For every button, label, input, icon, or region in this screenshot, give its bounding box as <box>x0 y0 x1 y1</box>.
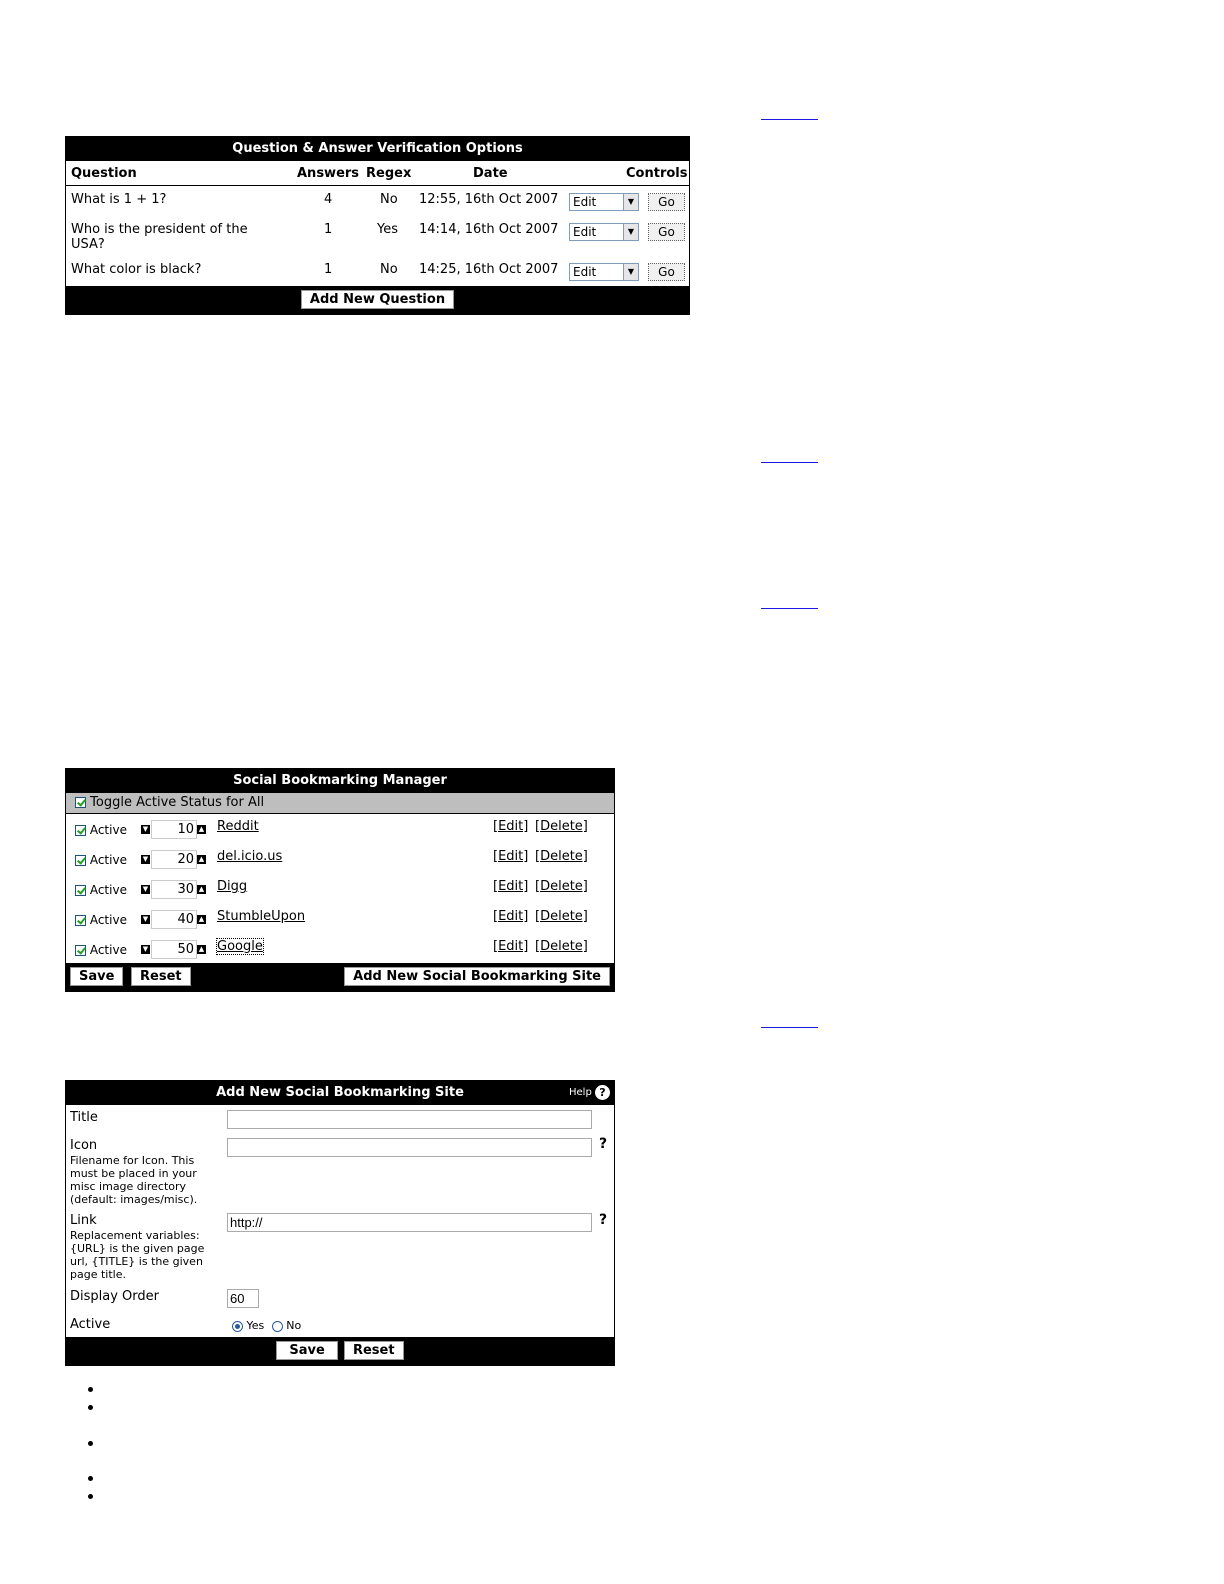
social-bookmarking-panel <box>65 768 615 992</box>
move-up-icon[interactable]: ▲ <box>198 855 205 863</box>
toggle-all-checkbox[interactable] <box>75 797 86 808</box>
question-circle-icon: ? <box>595 1085 610 1100</box>
order-input[interactable]: 30 <box>151 880 197 899</box>
active-label: Active <box>89 913 127 927</box>
edit-link[interactable]: [Edit] <box>493 939 529 954</box>
active-label: Active <box>89 883 127 897</box>
move-up-icon[interactable]: ▲ <box>198 945 205 953</box>
add-question-button[interactable]: Add New Question <box>301 290 454 309</box>
list-bullet <box>88 1387 93 1392</box>
active-label: Active <box>89 823 127 837</box>
delete-link[interactable]: [Delete] <box>535 939 588 954</box>
icon-label: Icon <box>70 1138 98 1153</box>
active-no-radio[interactable] <box>272 1321 283 1332</box>
list-bullet <box>88 1405 93 1410</box>
link-label: Link <box>70 1213 97 1228</box>
active-label: Active <box>89 943 127 957</box>
panel-title: Social Bookmarking Manager <box>66 769 614 793</box>
order-input[interactable]: 50 <box>151 940 197 959</box>
list-item <box>66 849 614 879</box>
edit-link[interactable]: [Edit] <box>493 909 529 924</box>
move-up-icon[interactable]: ▲ <box>198 885 205 893</box>
edit-link[interactable]: [Edit] <box>493 849 529 864</box>
chevron-down-icon: ▼ <box>623 264 638 280</box>
delete-link[interactable]: [Delete] <box>535 819 588 834</box>
link-input[interactable] <box>227 1213 592 1232</box>
edit-link[interactable]: [Edit] <box>493 879 529 894</box>
move-up-icon[interactable]: ▲ <box>198 825 205 833</box>
panel-footer <box>66 1337 614 1365</box>
active-checkbox[interactable] <box>75 855 86 866</box>
panel-footer <box>66 286 689 314</box>
help-icon[interactable]: ? <box>599 1136 608 1152</box>
active-checkbox[interactable] <box>75 885 86 896</box>
order-input[interactable]: 10 <box>151 820 197 839</box>
reset-button[interactable]: Reset <box>131 967 191 986</box>
help-link[interactable]: Help ? <box>569 1081 610 1105</box>
yes-label: Yes <box>246 1319 265 1332</box>
go-button[interactable]: Go <box>648 263 685 281</box>
top-link[interactable] <box>761 118 818 120</box>
controls-select[interactable]: Edit ▼ <box>569 193 639 211</box>
site-link[interactable]: Digg <box>217 879 248 894</box>
regex-value: Yes <box>377 222 398 237</box>
save-button[interactable]: Save <box>276 1341 337 1360</box>
list-item <box>66 819 614 849</box>
site-link[interactable]: Google <box>217 939 263 954</box>
move-down-icon[interactable]: ▼ <box>142 945 149 953</box>
qa-table-header <box>66 161 689 186</box>
order-input[interactable]: 20 <box>151 850 197 869</box>
panel-title-text: Add New Social Bookmarking Site <box>216 1085 464 1100</box>
question-text: What is 1 + 1? <box>71 192 167 207</box>
toggle-all-label: Toggle Active Status for All <box>90 795 265 810</box>
active-yes-radio[interactable] <box>232 1321 243 1332</box>
title-input[interactable] <box>227 1110 592 1129</box>
move-down-icon[interactable]: ▼ <box>142 885 149 893</box>
list-bullet <box>88 1441 93 1446</box>
panel-title: Question & Answer Verification Options <box>66 137 689 161</box>
icon-input[interactable] <box>227 1138 592 1157</box>
move-down-icon[interactable]: ▼ <box>142 855 149 863</box>
move-up-icon[interactable]: ▲ <box>198 915 205 923</box>
move-down-icon[interactable]: ▼ <box>142 825 149 833</box>
list-bullet <box>88 1476 93 1481</box>
col-regex: Regex <box>366 166 412 181</box>
panel-title <box>66 1081 614 1105</box>
date-value: 12:55, 16th Oct 2007 <box>419 192 559 207</box>
display-order-label: Display Order <box>70 1289 159 1304</box>
answers-count: 1 <box>324 262 333 277</box>
active-label: Active <box>89 853 127 867</box>
chevron-down-icon: ▼ <box>623 224 638 240</box>
delete-link[interactable]: [Delete] <box>535 849 588 864</box>
top-link[interactable] <box>761 607 818 609</box>
save-button[interactable]: Save <box>70 967 123 986</box>
regex-value: No <box>380 262 398 277</box>
active-checkbox[interactable] <box>75 915 86 926</box>
col-controls: Controls <box>626 166 688 181</box>
controls-select[interactable]: Edit ▼ <box>569 223 639 241</box>
reset-button[interactable]: Reset <box>344 1341 404 1360</box>
list-item <box>66 909 614 939</box>
delete-link[interactable]: [Delete] <box>535 909 588 924</box>
answers-count: 1 <box>324 222 333 237</box>
date-value: 14:14, 16th Oct 2007 <box>419 222 559 237</box>
table-row <box>66 262 689 286</box>
site-link[interactable]: Reddit <box>217 819 259 834</box>
date-value: 14:25, 16th Oct 2007 <box>419 262 559 277</box>
move-down-icon[interactable]: ▼ <box>142 915 149 923</box>
qa-verification-panel <box>65 136 690 315</box>
table-row <box>66 222 689 262</box>
answers-count: 4 <box>324 192 333 207</box>
active-checkbox[interactable] <box>75 945 86 956</box>
display-order-input[interactable] <box>227 1289 259 1308</box>
question-text: What color is black? <box>71 262 202 277</box>
site-link[interactable]: StumbleUpon <box>217 909 306 924</box>
link-description: Replacement variables: {URL} is the given page url, {TITLE} is the given page title. <box>70 1229 205 1281</box>
title-label: Title <box>70 1110 98 1125</box>
active-radio-group <box>232 1319 301 1332</box>
edit-link[interactable]: [Edit] <box>493 819 529 834</box>
question-text: Who is the president of the USA? <box>71 222 248 252</box>
toggle-all-row <box>66 793 614 814</box>
top-link[interactable] <box>761 1026 818 1028</box>
help-icon[interactable]: ? <box>599 1212 608 1228</box>
go-button[interactable]: Go <box>648 223 685 241</box>
panel-footer <box>66 963 614 991</box>
order-input[interactable]: 40 <box>151 910 197 929</box>
add-bookmark-site-panel <box>65 1080 615 1366</box>
list-item <box>66 879 614 909</box>
list-bullet <box>88 1494 93 1499</box>
col-question: Question <box>71 166 137 181</box>
go-button[interactable]: Go <box>648 193 685 211</box>
site-link[interactable]: del.icio.us <box>217 849 283 864</box>
delete-link[interactable]: [Delete] <box>535 879 588 894</box>
regex-value: No <box>380 192 398 207</box>
icon-description: Filename for Icon. This must be placed in your misc image directory (default: images/misc). <box>70 1154 198 1206</box>
active-checkbox[interactable] <box>75 825 86 836</box>
chevron-down-icon: ▼ <box>623 194 638 210</box>
col-answers: Answers <box>297 166 360 181</box>
controls-select[interactable]: Edit ▼ <box>569 263 639 281</box>
table-row <box>66 192 689 222</box>
no-label: No <box>286 1319 302 1332</box>
add-bookmark-site-button[interactable]: Add New Social Bookmarking Site <box>344 967 610 986</box>
top-link[interactable] <box>761 461 818 463</box>
col-date: Date <box>473 166 508 181</box>
active-label: Active <box>70 1317 111 1332</box>
